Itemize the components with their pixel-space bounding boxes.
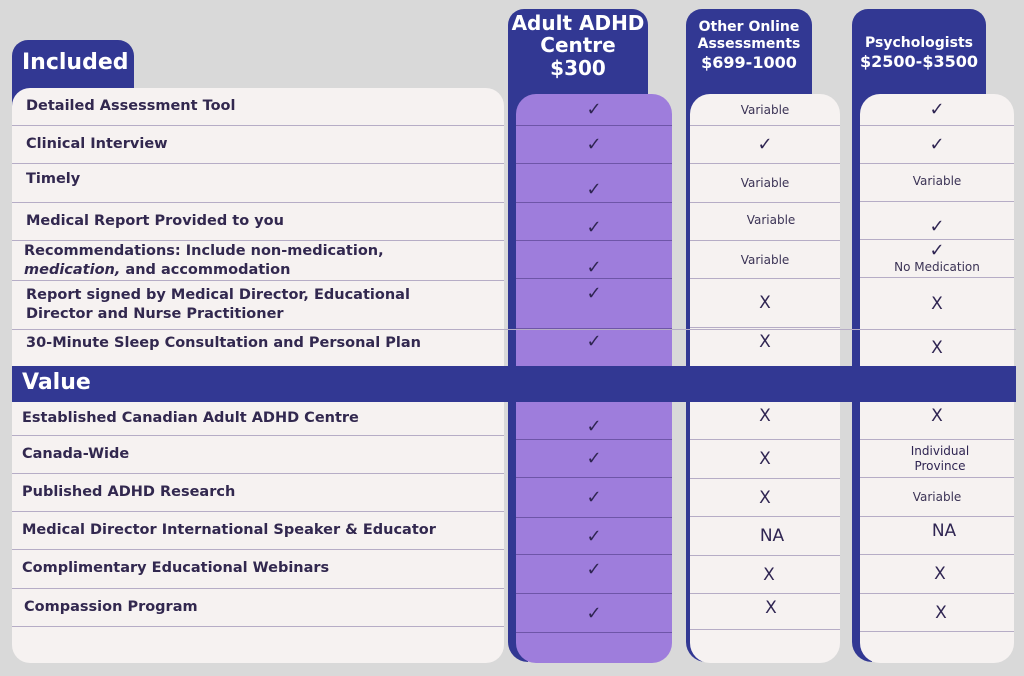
feature-label: Canada-Wide <box>22 445 130 462</box>
cell-value-line2: Province <box>914 458 966 473</box>
table-cell <box>690 479 840 517</box>
check-icon: ✓ <box>586 559 602 580</box>
table-cell <box>516 594 672 633</box>
table-row <box>12 164 504 203</box>
table-cell <box>690 556 840 594</box>
column-title-line1: Psychologists <box>865 35 973 51</box>
feature-label <box>12 286 410 324</box>
check-icon: ✓ <box>929 216 945 237</box>
column-title-line1: Adult ADHD <box>511 11 645 35</box>
x-icon: X <box>935 602 947 623</box>
check-icon: ✓ <box>929 240 945 262</box>
table-cell <box>516 329 672 366</box>
table-cell <box>860 517 1014 555</box>
table-cell <box>860 278 1014 330</box>
table-cell <box>516 518 672 555</box>
feature-label-rest: and accommodation <box>120 261 291 278</box>
check-icon: ✓ <box>586 283 602 304</box>
table-cell <box>516 164 672 203</box>
table-cell <box>690 279 840 328</box>
x-icon: X <box>759 449 771 469</box>
column-title-line2: Assessments <box>697 35 801 52</box>
table-cell <box>690 328 840 366</box>
row-divider <box>12 329 1016 330</box>
check-icon: ✓ <box>929 134 945 155</box>
check-icon: ✓ <box>586 257 602 278</box>
check-icon: ✓ <box>586 525 602 547</box>
feature-label: Timely <box>26 171 81 187</box>
feature-label: Detailed Assessment Tool <box>26 97 236 114</box>
x-icon: X <box>765 598 777 618</box>
feature-label: Published ADHD Research <box>22 483 236 500</box>
cell-value: Variable <box>740 176 790 190</box>
table-cell <box>690 94 840 126</box>
column-title-line2: Centre <box>540 33 616 58</box>
check-icon: ✓ <box>586 179 602 200</box>
column-price: $699-1000 <box>701 52 797 72</box>
table-row <box>12 203 504 241</box>
table-cell <box>690 517 840 556</box>
check-icon: ✓ <box>586 217 602 238</box>
table-cell <box>860 330 1014 366</box>
table-cell <box>516 203 672 241</box>
x-icon: X <box>934 564 946 584</box>
table-cell <box>860 402 1014 440</box>
feature-label: Medical Report Provided to you <box>26 212 284 229</box>
table-row <box>12 512 504 550</box>
feature-label-italic: medication, <box>24 261 121 278</box>
check-icon: ✓ <box>586 99 602 120</box>
x-icon: X <box>759 406 771 426</box>
section-band-value <box>12 366 1016 402</box>
table-cell <box>690 594 840 630</box>
table-row <box>12 550 504 589</box>
table-row <box>12 589 504 627</box>
table-cell <box>690 402 840 440</box>
cell-value: Variable <box>912 174 962 188</box>
table-cell <box>516 478 672 518</box>
x-icon: X <box>763 564 775 585</box>
table-cell <box>860 126 1014 164</box>
check-icon: ✓ <box>586 602 602 624</box>
table-cell <box>690 203 840 241</box>
column-price: $300 <box>550 55 606 80</box>
feature-label: Complimentary Educational Webinars <box>22 560 330 577</box>
table-row <box>12 474 504 512</box>
check-icon: ✓ <box>757 134 773 155</box>
table-cell <box>860 164 1014 202</box>
x-icon: X <box>759 332 771 352</box>
cell-value: Variable <box>912 490 962 504</box>
feature-label: Clinical Interview <box>26 135 168 152</box>
table-cell <box>690 164 840 203</box>
cell-value: Variable <box>740 252 790 267</box>
table-cell <box>516 440 672 478</box>
table-row <box>12 402 504 436</box>
cell-note: No Medication <box>894 260 980 275</box>
table-row <box>12 436 504 474</box>
feature-label <box>12 242 384 280</box>
feature-label: Compassion Program <box>24 598 198 615</box>
table-cell <box>860 94 1014 126</box>
table-cell <box>860 555 1014 594</box>
feature-label-line1: Report signed by Medical Director, Educational <box>26 287 410 304</box>
table-cell <box>516 555 672 594</box>
table-cell <box>690 241 840 279</box>
column-title-line1: Other Online <box>698 19 800 35</box>
table-cell <box>690 440 840 479</box>
section-title-value: Value <box>22 370 91 395</box>
feature-label: Established Canadian Adult ADHD Centre <box>22 409 359 426</box>
check-icon: ✓ <box>586 487 602 508</box>
cell-value-line1: Individual <box>910 443 970 458</box>
table-row <box>12 88 504 126</box>
table-cell <box>860 440 1014 478</box>
feature-label: 30-Minute Sleep Consultation and Personal Plan <box>26 335 421 351</box>
x-icon: X <box>759 487 771 508</box>
table-cell <box>516 241 672 279</box>
table-row <box>12 330 504 366</box>
table-cell <box>516 126 672 164</box>
table-cell <box>690 126 840 164</box>
check-icon: ✓ <box>586 416 602 437</box>
feature-label-line2: Director and Nurse Practitioner <box>26 306 284 322</box>
check-icon: ✓ <box>586 448 602 469</box>
x-icon: X <box>931 338 943 358</box>
table-cell <box>860 594 1014 632</box>
check-icon: ✓ <box>929 99 945 120</box>
table-cell <box>860 240 1014 278</box>
cell-value: Variable <box>746 213 796 227</box>
x-icon: X <box>931 293 943 314</box>
cell-value: NA <box>931 521 957 541</box>
table-row <box>12 281 504 330</box>
cell-value: NA <box>759 526 785 546</box>
table-cell <box>516 402 672 440</box>
x-icon: X <box>931 406 943 426</box>
feature-label-line1: Recommendations: Include non-medication, <box>24 242 384 259</box>
table-cell <box>516 279 672 329</box>
section-title-included: Included <box>22 50 129 75</box>
column-price: $2500-$3500 <box>860 51 978 71</box>
check-icon: ✓ <box>586 331 602 352</box>
check-icon: ✓ <box>586 134 602 155</box>
cell-value: Variable <box>740 102 790 117</box>
table-cell <box>860 202 1014 240</box>
feature-label: Medical Director International Speaker & Educator <box>22 521 436 538</box>
table-row <box>12 241 504 281</box>
table-row <box>12 126 504 164</box>
table-cell <box>516 94 672 126</box>
table-cell <box>860 478 1014 517</box>
x-icon: X <box>759 293 771 313</box>
